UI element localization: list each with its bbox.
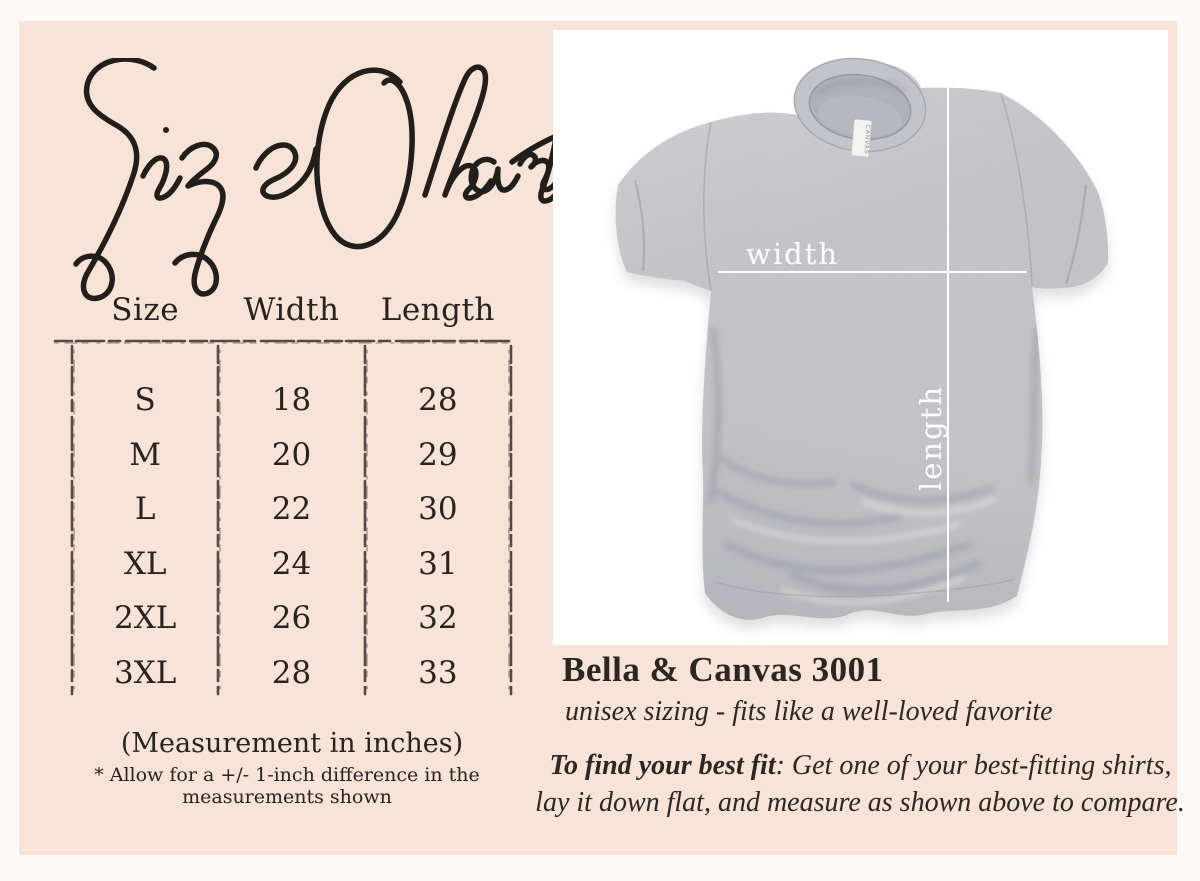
cell-size: 3XL [113, 654, 177, 691]
cell-length: 30 [418, 491, 458, 528]
script-letter-h [425, 67, 491, 198]
measurement-note: (Measurement in inches) [120, 728, 464, 759]
col-header-size: Size [111, 292, 180, 328]
cell-width: 18 [271, 382, 312, 419]
script-letter-C [317, 70, 412, 246]
table-row [72, 428, 511, 483]
script-letter-e [256, 145, 316, 197]
cell-width: 24 [271, 545, 312, 582]
cell-size: XL [123, 545, 167, 582]
size-table-header [72, 292, 511, 328]
neck-label [851, 119, 871, 156]
fit-tip-line2: lay it down flat, and measure as shown above to compare. [535, 787, 1185, 818]
tshirt-photo [553, 30, 1168, 645]
cell-size: L [134, 491, 156, 528]
cell-length: 29 [418, 436, 458, 473]
cell-width: 26 [271, 600, 312, 637]
script-i-dot [163, 127, 169, 133]
tolerance-disclaimer: * Allow for a +/- 1-inch difference in the measurements shown [94, 764, 480, 808]
cell-length: 33 [418, 654, 458, 691]
cell-length: 32 [418, 600, 458, 637]
cell-size: S [134, 382, 156, 419]
width-label: width [746, 237, 839, 271]
cell-width: 20 [271, 436, 312, 473]
length-label: length [914, 384, 948, 491]
product-tagline: unisex sizing - fits like a well-loved favorite [565, 696, 1053, 727]
cell-width: 28 [271, 654, 312, 691]
size-table-body [72, 373, 511, 700]
table-row [72, 646, 511, 701]
neck-label-text: CANVAS [862, 124, 871, 155]
script-letter-z [175, 144, 223, 293]
tshirt-illustration [553, 30, 1168, 645]
cell-length: 28 [418, 382, 458, 419]
cell-size: 2XL [113, 600, 177, 637]
fit-tip-rest: : Get one of your best-fitting shirts, [775, 750, 1172, 781]
table-row [72, 591, 511, 646]
script-letter-i [143, 158, 180, 198]
cell-size: M [129, 436, 162, 473]
col-header-width: Width [243, 292, 340, 328]
product-name: Bella & Canvas 3001 [562, 650, 884, 689]
table-row [72, 482, 511, 537]
script-letter-s [76, 59, 154, 298]
fit-tip-lead: To find your best fit [549, 750, 776, 781]
table-row [72, 373, 511, 428]
table-row [72, 537, 511, 592]
cell-width: 22 [271, 491, 312, 528]
page-title [0, 0, 1, 1]
col-header-length: Length [380, 292, 495, 328]
fit-tip-line1 [548, 750, 1173, 782]
cell-length: 31 [418, 545, 458, 582]
